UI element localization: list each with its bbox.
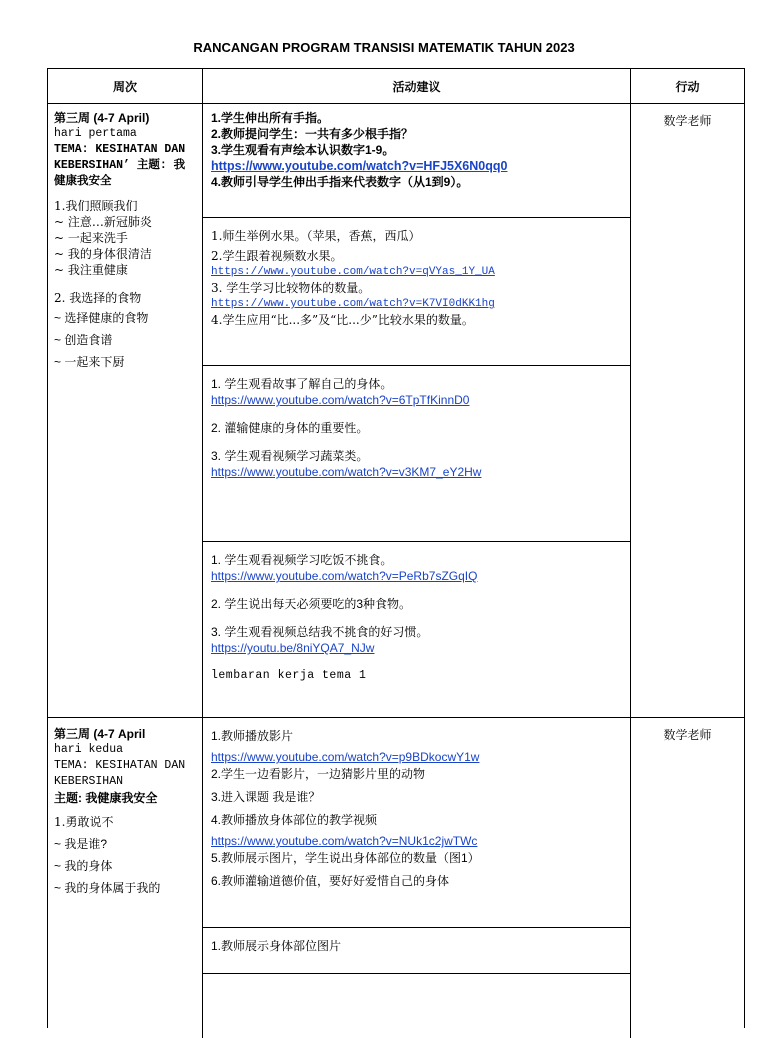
week-title: 第三周 (4-7 April [54,727,146,741]
activity-line: 4.学生应用“比...多”及“比...少”比较水果的数量。 [211,313,474,327]
activity-line: 3.进入课题 我是谁？ [211,790,321,804]
activity-line: 4.教师播放身体部位的教学视频 [211,813,378,827]
table-row [48,104,744,718]
activity-line: 5.教师展示图片，学生说出身体部位的数量（图1） [211,851,480,865]
video-link[interactable]: https://www.youtube.com/watch?v=K7VI0dKK1hg [211,298,495,310]
activity-line: 1.师生举例水果。（苹果，香蕉，西瓜） [211,229,421,243]
section-title: 1.勇敢说不 [54,815,114,829]
activity-column [203,104,631,717]
week-title: 第三周 (4-7 April) [54,111,150,125]
list-item: ~ 我注重健康 [54,263,128,277]
list-item: ~ 创造食谱 [54,333,113,347]
header-week: 周次 [48,69,203,103]
activity-line: 3. 学生观看视频总结我不挑食的好习惯。 [211,625,429,639]
day-label: hari pertama [54,127,137,140]
activity-line: 2. 学生说出每天必须要吃的3种食物。 [211,597,412,611]
activity-cell [203,718,630,928]
action-cell: 数学老师 [663,114,712,128]
list-item: ~ 选择健康的食物 [54,311,149,325]
activity-line: 6.教师灌输道德价值，要好好爱惜自己的身体 [211,874,450,888]
activity-line: 2.教师提问学生：一共有多少根手指？ [211,127,414,141]
day-label: hari kedua [54,743,124,756]
worksheet-label: lembaran kerja tema 1 [211,669,367,682]
action-cell: 数学老师 [663,728,712,742]
activity-cell [203,218,630,366]
table-header [48,69,744,104]
activity-cell [203,542,630,717]
activity-line: 3. 学生观看视频学习蔬菜类。 [211,449,369,463]
activity-line: 3. 学生学习比较物体的数量。 [211,281,371,295]
theme-label: TEMA: KESIHATAN DAN KEBERSIHAN’ 主题: 我健康我安全 [54,143,186,188]
video-link[interactable]: https://www.youtube.com/watch?v=HFJ5X6N0qq0 [211,159,508,173]
week-cell [48,718,203,1038]
activity-line: 1. 学生观看视频学习吃饭不挑食。 [211,553,393,567]
list-item: ~ 我的身体很清洁 [54,247,152,261]
list-item: ~ 一起来下厨 [54,355,125,369]
page-title: RANCANGAN PROGRAM TRANSISI MATEMATIK TAHUN 2023 [193,40,575,55]
header-action: 行动 [675,79,700,94]
video-link[interactable]: https://www.youtube.com/watch?v=NUk1c2jwTWc [211,834,478,848]
activity-column [203,718,631,1038]
video-link[interactable]: https://www.youtube.com/watch?v=6TpTfKinnD0 [211,393,470,407]
header-activity: 活动建议 [203,69,631,103]
activity-cell [203,366,630,542]
section-title: 1.我们照顾我们 [54,199,138,213]
video-link[interactable]: https://www.youtube.com/watch?v=v3KM7_eY2Hw [211,465,482,479]
theme-label-zh: 主题: 我健康我安全 [54,791,158,805]
plan-table [47,68,745,1028]
week-cell [48,104,203,717]
video-link[interactable]: https://www.youtube.com/watch?v=p9BDkocwY1w [211,750,480,764]
activity-line: 4.教师引导学生伸出手指来代表数字（从1到9）。 [211,175,469,189]
video-link[interactable]: https://www.youtube.com/watch?v=PeRb7sZGqIQ [211,569,478,583]
activity-line: 1.学生伸出所有手指。 [211,111,330,125]
activity-cell [203,928,630,974]
activity-line: 3.学生观看有声绘本认识数字1-9。 [211,143,395,157]
activity-cell [203,104,630,218]
list-item: ~ 我的身体属于我的 [54,881,161,895]
list-item: ~ 我的身体 [54,859,113,873]
list-item: ~ 一起来洗手 [54,231,128,245]
activity-line: 2.学生一边看影片，一边猜影片里的动物 [211,767,426,781]
list-item: ~ 注意…新冠肺炎 [54,215,152,229]
activity-line: 1. 学生观看故事了解自己的身体。 [211,377,393,391]
video-link[interactable]: https://youtu.be/8niYQA7_NJw [211,641,375,655]
activity-line: 2.学生跟着视频数水果。 [211,249,343,263]
video-link[interactable]: https://www.youtube.com/watch?v=qVYas_1Y_UA [211,266,495,278]
activity-line: 2. 灌输健康的身体的重要性。 [211,421,369,435]
theme-label: TEMA: KESIHATAN DAN KEBERSIHAN [54,759,186,788]
activity-line: 1.教师播放影片 [211,729,294,743]
list-item: ~ 我是谁? [54,837,108,851]
activity-line: 1.教师展示身体部位图片 [211,939,342,953]
section-title: 2. 我选择的食物 [54,291,142,305]
table-row [48,718,744,1038]
